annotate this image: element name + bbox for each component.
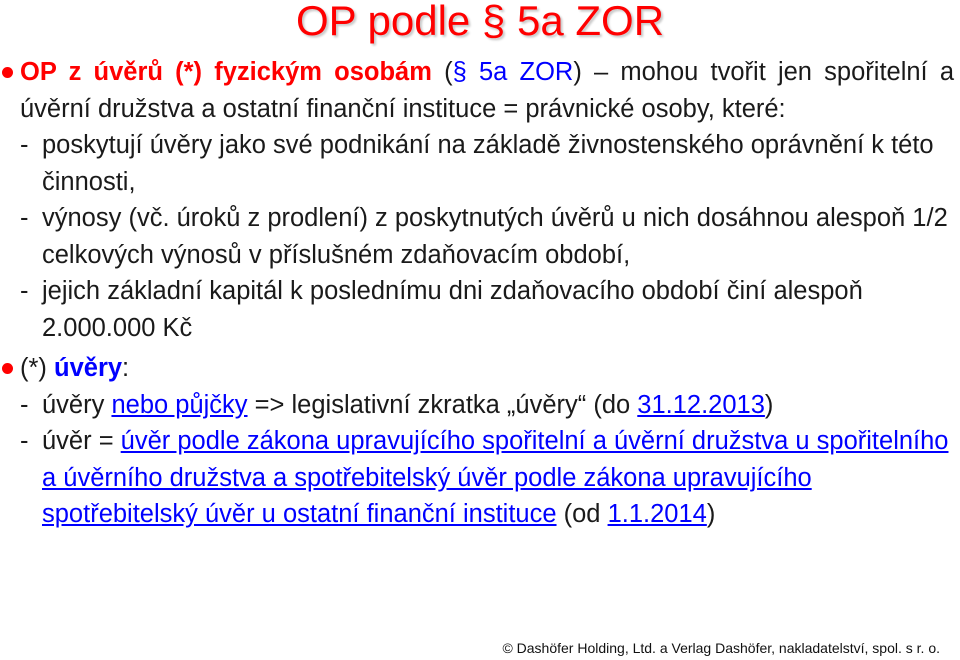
bullet-uvery-note xyxy=(0,350,954,387)
paren-open: ( xyxy=(431,58,453,86)
def-text: úvěry xyxy=(42,390,112,419)
note-suffix: : xyxy=(122,354,130,382)
def-text: úvěr = xyxy=(42,427,121,455)
condition-item: - výnosy (vč. úroků z prodlení) z poskytnutých úvěrů u nich dosáhnou alespoň 1/2 celkových výnosů v příslušném zdaňovacím období, xyxy=(0,200,954,273)
def-text: ) xyxy=(764,390,774,419)
lead-phrase: OP z úvěrů (*) fyzickým osobám xyxy=(20,58,432,86)
definition-item-until-2013 xyxy=(0,387,954,424)
copyright-footer: © Dashöfer Holding, Ltd. a Verlag Dashöfer, nakladatelství, spol. s r. o. xyxy=(502,640,940,656)
definition-text: ) – mohou tvořit jen spořitelní a úvěrní družstva a ostatní finanční instituce = právnické osoby, které: xyxy=(20,58,955,123)
pujcky-link[interactable]: nebo půjčky xyxy=(111,390,248,419)
slide-content xyxy=(0,54,960,533)
date-link-2014[interactable]: 1.1.2014 xyxy=(607,500,707,528)
note-prefix: (*) xyxy=(20,354,54,382)
slide-title: OP podle § 5a ZOR xyxy=(295,0,665,44)
date-link-2013[interactable]: 31.12.2013 xyxy=(637,390,765,419)
def-text: (od xyxy=(556,500,608,528)
condition-item: - jejich základní kapitál k poslednímu dni zdaňovacího období činí alespoň 2.000.000 Kč xyxy=(0,273,954,346)
law-definition-link[interactable]: úvěr podle zákona upravujícího spořitelní a úvěrní družstva u spořitelního a úvěrního družstva a spotřebitelský úvěr podle zákona upravujícího spotřebitelský úvěr u ostatní finanční instituce xyxy=(42,427,949,528)
def-text: => legislativní zkratka „úvěry“ (do xyxy=(247,390,638,419)
bullet-op-definition xyxy=(0,54,954,127)
law-reference: § 5a ZOR xyxy=(452,58,574,86)
condition-item: - poskytují úvěry jako své podnikání na základě živnostenského oprávnění k této činnosti, xyxy=(0,127,954,200)
definition-item-from-2014 xyxy=(0,423,954,533)
note-term: úvěry xyxy=(54,354,123,382)
def-text: ) xyxy=(706,500,716,528)
